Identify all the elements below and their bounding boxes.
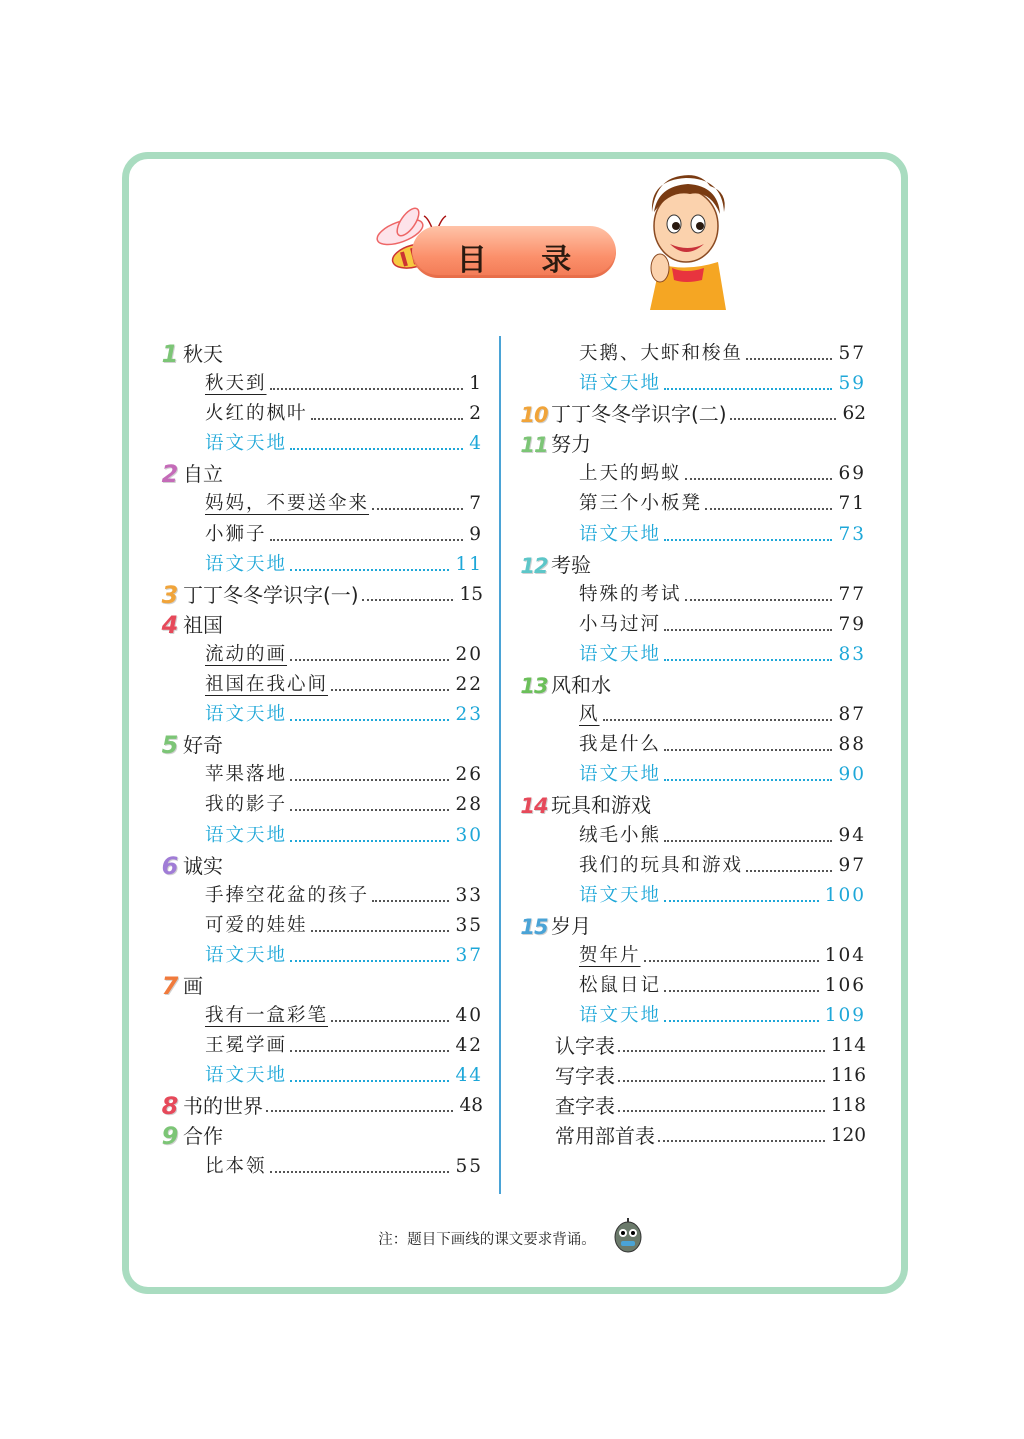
- toc-lesson-entry[interactable]: [517, 339, 869, 369]
- page-number: 22: [455, 674, 483, 696]
- dot-leader: [290, 700, 449, 721]
- lesson-title: 妈妈，不要送伞来: [205, 493, 370, 515]
- dot-leader: [290, 760, 449, 781]
- page-number: 28: [455, 794, 483, 816]
- page-number: 44: [455, 1065, 483, 1087]
- dot-leader: [603, 700, 833, 721]
- page-number: 48: [459, 1095, 483, 1117]
- unit-number-badge: 15: [520, 914, 548, 939]
- footer-note: 注：题目下画线的课文要求背诵。: [378, 1232, 596, 1248]
- appendix-title: 查字表: [555, 1094, 615, 1119]
- unit-number-badge: 3: [161, 580, 179, 609]
- toc-lesson-entry[interactable]: [157, 1061, 487, 1091]
- page-number: 87: [838, 704, 866, 726]
- toc-lesson-entry[interactable]: [517, 971, 869, 1001]
- unit-title: 努力: [551, 432, 591, 457]
- toc-lesson-entry[interactable]: [157, 790, 487, 820]
- page-number: 90: [838, 764, 866, 786]
- dot-leader: [270, 520, 464, 541]
- lesson-title: 风: [579, 704, 600, 726]
- toc-lesson-entry[interactable]: [157, 670, 487, 700]
- toc-unit-3[interactable]: [157, 580, 487, 610]
- toc-lesson-entry[interactable]: [517, 459, 869, 489]
- dot-leader: [746, 339, 832, 360]
- toc-lesson-entry[interactable]: [517, 821, 869, 851]
- dot-leader: [290, 941, 449, 962]
- dot-leader: [664, 730, 832, 751]
- unit-title: 秋天: [183, 342, 223, 366]
- dot-leader: [664, 640, 832, 661]
- toc-lesson-entry[interactable]: [517, 1001, 869, 1031]
- toc-lesson-entry[interactable]: [517, 580, 869, 610]
- toc-appendix-entry[interactable]: [517, 1091, 869, 1121]
- dot-leader: [290, 1061, 449, 1082]
- lesson-title: 贺年片: [579, 944, 641, 966]
- dot-leader: [311, 399, 464, 420]
- unit-number-badge: 10: [520, 403, 548, 428]
- page-number: 7: [469, 493, 483, 515]
- dot-leader: [290, 790, 449, 811]
- toc-lesson-entry[interactable]: [157, 1031, 487, 1061]
- page-number: 73: [838, 523, 866, 545]
- toc-lesson-entry[interactable]: [157, 1152, 487, 1182]
- lesson-title: 语文天地: [579, 523, 662, 545]
- toc-appendix-entry[interactable]: [517, 1031, 869, 1061]
- robot-icon: [612, 1217, 644, 1255]
- toc-lesson-entry[interactable]: [157, 1001, 487, 1031]
- toc-unit-13[interactable]: [517, 670, 869, 700]
- page-number: 15: [459, 583, 483, 605]
- unit-title: 画: [183, 973, 203, 998]
- toc-lesson-entry[interactable]: [517, 881, 869, 911]
- dot-leader: [266, 1091, 453, 1112]
- page-number: 114: [830, 1035, 866, 1057]
- lesson-title: 我的影子: [205, 794, 288, 816]
- page-number: 100: [824, 884, 866, 906]
- lesson-title: 小狮子: [205, 523, 267, 545]
- unit-number-badge: 2: [161, 460, 179, 489]
- dot-leader: [270, 1152, 450, 1173]
- page-number: 2: [469, 403, 483, 425]
- unit-title: 丁丁冬冬学识字(一): [183, 582, 359, 607]
- page-number: 116: [830, 1065, 866, 1087]
- page-number: 9: [469, 523, 483, 545]
- lesson-title: 手捧空花盆的孩子: [205, 884, 370, 906]
- lesson-title: 我们的玩具和游戏: [579, 854, 744, 876]
- dot-leader: [372, 881, 449, 902]
- lesson-title: 第三个小板凳: [579, 493, 703, 515]
- toc-lesson-entry[interactable]: [517, 700, 869, 730]
- page-number: 97: [838, 854, 866, 876]
- dot-leader: [290, 821, 449, 842]
- toc-lesson-entry[interactable]: [157, 550, 487, 580]
- lesson-title: 我有一盒彩笔: [205, 1005, 329, 1027]
- toc-lesson-entry[interactable]: [157, 911, 487, 941]
- toc-unit-9[interactable]: [157, 1121, 487, 1151]
- column-divider: [499, 336, 501, 1194]
- page-number: 11: [455, 553, 483, 575]
- dot-leader: [658, 1121, 825, 1142]
- unit-number-badge: 1: [161, 340, 179, 368]
- toc-unit-12[interactable]: [517, 550, 869, 580]
- toc-right-column: [517, 339, 869, 1152]
- lesson-title: 我是什么: [579, 734, 662, 756]
- page-number: 23: [455, 704, 483, 726]
- page-number: 79: [838, 613, 866, 635]
- toc-lesson-entry[interactable]: [157, 821, 487, 851]
- lesson-title: 语文天地: [205, 433, 288, 455]
- toc-lesson-entry[interactable]: [517, 640, 869, 670]
- lesson-title: 天鹅、大虾和梭鱼: [579, 343, 744, 364]
- unit-title: 岁月: [551, 913, 591, 938]
- lesson-title: 语文天地: [579, 884, 662, 906]
- dot-leader: [290, 1031, 449, 1052]
- lesson-title: 流动的画: [205, 643, 288, 665]
- toc-lesson-entry[interactable]: [157, 489, 487, 519]
- dot-leader: [290, 429, 463, 450]
- unit-title: 诚实: [183, 853, 223, 878]
- unit-title: 丁丁冬冬学识字(二): [551, 402, 727, 427]
- unit-title: 合作: [183, 1124, 223, 1149]
- dot-leader: [664, 610, 832, 631]
- unit-number-badge: 7: [161, 971, 179, 1000]
- unit-number-badge: 5: [161, 731, 179, 760]
- dot-leader: [372, 489, 463, 510]
- lesson-title: 语文天地: [205, 1065, 288, 1087]
- dot-leader: [746, 851, 832, 872]
- appendix-title: 常用部首表: [555, 1124, 655, 1149]
- page-number: 55: [455, 1155, 483, 1177]
- toc-unit-8[interactable]: [157, 1091, 487, 1121]
- toc-lesson-entry[interactable]: [157, 399, 487, 429]
- page-number: 42: [455, 1035, 483, 1057]
- lesson-title: 绒毛小熊: [579, 824, 662, 846]
- page-number: 59: [838, 373, 866, 395]
- page-number: 62: [842, 403, 866, 425]
- dot-leader: [331, 670, 449, 691]
- toc-lesson-entry[interactable]: [517, 520, 869, 550]
- lesson-title: 语文天地: [205, 553, 288, 575]
- page-number: 109: [824, 1005, 866, 1027]
- lesson-title: 上天的蚂蚁: [579, 463, 682, 485]
- toc-left-column: [157, 339, 487, 1182]
- toc-lesson-entry[interactable]: [517, 851, 869, 881]
- page-number: 33: [455, 884, 483, 906]
- page-number: 26: [455, 764, 483, 786]
- page-number: 104: [824, 944, 866, 966]
- page-number: 57: [838, 343, 866, 364]
- page-number: 20: [455, 643, 483, 665]
- unit-number-badge: 11: [520, 433, 548, 458]
- page-number: 69: [838, 463, 866, 485]
- toc-lesson-entry[interactable]: [157, 429, 487, 459]
- toc-lesson-entry[interactable]: [517, 760, 869, 790]
- lesson-title: 小马过河: [579, 613, 662, 635]
- toc-unit-15[interactable]: [517, 911, 869, 941]
- unit-number-badge: 9: [161, 1122, 179, 1151]
- page-number: 1: [469, 373, 483, 395]
- toc-unit-2[interactable]: [157, 459, 487, 489]
- appendix-title: 写字表: [555, 1064, 615, 1089]
- dot-leader: [664, 369, 832, 390]
- unit-title: 考验: [551, 552, 591, 577]
- toc-lesson-entry[interactable]: [157, 369, 487, 399]
- dot-leader: [362, 580, 454, 601]
- dot-leader: [331, 1001, 449, 1022]
- page-number: 106: [824, 974, 866, 996]
- toc-lesson-entry[interactable]: [517, 610, 869, 640]
- lesson-title: 语文天地: [579, 1005, 662, 1027]
- unit-title: 书的世界: [183, 1094, 263, 1119]
- toc-lesson-entry[interactable]: [517, 369, 869, 399]
- dot-leader: [618, 1061, 825, 1082]
- unit-title: 自立: [183, 462, 223, 487]
- toc-unit-14[interactable]: [517, 790, 869, 820]
- page-number: 77: [838, 583, 866, 605]
- toc-lesson-entry[interactable]: [157, 520, 487, 550]
- dot-leader: [618, 1091, 825, 1112]
- unit-number-badge: 4: [161, 610, 179, 639]
- dot-leader: [664, 881, 819, 902]
- unit-title: 风和水: [551, 673, 611, 698]
- cartoon-boy-icon: [640, 172, 735, 314]
- toc-appendix-entry[interactable]: [517, 1121, 869, 1151]
- toc-lesson-entry[interactable]: [517, 941, 869, 971]
- title-banner: [412, 226, 616, 278]
- page-number: 120: [830, 1125, 866, 1147]
- lesson-title: 语文天地: [579, 373, 662, 395]
- toc-unit-7[interactable]: [157, 971, 487, 1001]
- lesson-title: 祖国在我心间: [205, 674, 329, 696]
- lesson-title: 语文天地: [205, 704, 288, 726]
- lesson-title: 比本领: [205, 1155, 267, 1177]
- dot-leader: [705, 489, 832, 510]
- dot-leader: [290, 640, 449, 661]
- page-number: 71: [838, 493, 866, 515]
- unit-number-badge: 6: [161, 851, 179, 880]
- page-number: 94: [838, 824, 866, 846]
- page-number: 88: [838, 734, 866, 756]
- toc-lesson-entry[interactable]: [157, 941, 487, 971]
- lesson-title: 苹果落地: [205, 764, 288, 786]
- lesson-title: 语文天地: [579, 643, 662, 665]
- lesson-title: 可爱的娃娃: [205, 914, 308, 936]
- dot-leader: [664, 520, 832, 541]
- toc-lesson-entry[interactable]: [157, 760, 487, 790]
- page-number: 37: [455, 944, 483, 966]
- page-number: 40: [455, 1005, 483, 1027]
- lesson-title: 火红的枫叶: [205, 403, 308, 425]
- dot-leader: [270, 369, 464, 390]
- unit-title: 好奇: [183, 733, 223, 758]
- page-title: 目 录: [456, 243, 594, 278]
- dot-leader: [664, 821, 832, 842]
- dot-leader: [685, 459, 833, 480]
- lesson-title: 松鼠日记: [579, 974, 662, 996]
- dot-leader: [730, 399, 837, 420]
- page-number: 83: [838, 643, 866, 665]
- page-number: 118: [830, 1095, 866, 1117]
- dot-leader: [290, 550, 449, 571]
- dot-leader: [685, 580, 833, 601]
- lesson-title: 特殊的考试: [579, 583, 682, 605]
- lesson-title: 王冕学画: [205, 1035, 288, 1057]
- toc-lesson-entry[interactable]: [157, 881, 487, 911]
- lesson-title: 语文天地: [205, 944, 288, 966]
- dot-leader: [664, 760, 832, 781]
- toc-unit-4[interactable]: [157, 610, 487, 640]
- page-number: 4: [469, 433, 483, 455]
- unit-number-badge: 14: [520, 794, 548, 819]
- dot-leader: [664, 1001, 819, 1022]
- dot-leader: [618, 1031, 825, 1052]
- page-number: 30: [455, 824, 483, 846]
- dot-leader: [644, 941, 819, 962]
- dot-leader: [311, 911, 450, 932]
- toc-unit-11[interactable]: [517, 429, 869, 459]
- toc-lesson-entry[interactable]: [517, 730, 869, 760]
- toc-lesson-entry[interactable]: [517, 489, 869, 519]
- unit-number-badge: 12: [520, 553, 548, 578]
- toc-appendix-entry[interactable]: [517, 1061, 869, 1091]
- toc-unit-6[interactable]: [157, 851, 487, 881]
- toc-unit-1[interactable]: [157, 339, 487, 369]
- dot-leader: [664, 971, 819, 992]
- toc-unit-5[interactable]: [157, 730, 487, 760]
- lesson-title: 语文天地: [205, 824, 288, 846]
- unit-title: 祖国: [183, 612, 223, 637]
- lesson-title: 语文天地: [579, 764, 662, 786]
- toc-lesson-entry[interactable]: [157, 640, 487, 670]
- toc-lesson-entry[interactable]: [157, 700, 487, 730]
- appendix-title: 认字表: [555, 1034, 615, 1059]
- page-number: 35: [455, 914, 483, 936]
- toc-unit-10[interactable]: [517, 399, 869, 429]
- lesson-title: 秋天到: [205, 373, 267, 395]
- unit-number-badge: 13: [520, 674, 548, 699]
- unit-number-badge: 8: [161, 1092, 179, 1121]
- unit-title: 玩具和游戏: [551, 793, 651, 818]
